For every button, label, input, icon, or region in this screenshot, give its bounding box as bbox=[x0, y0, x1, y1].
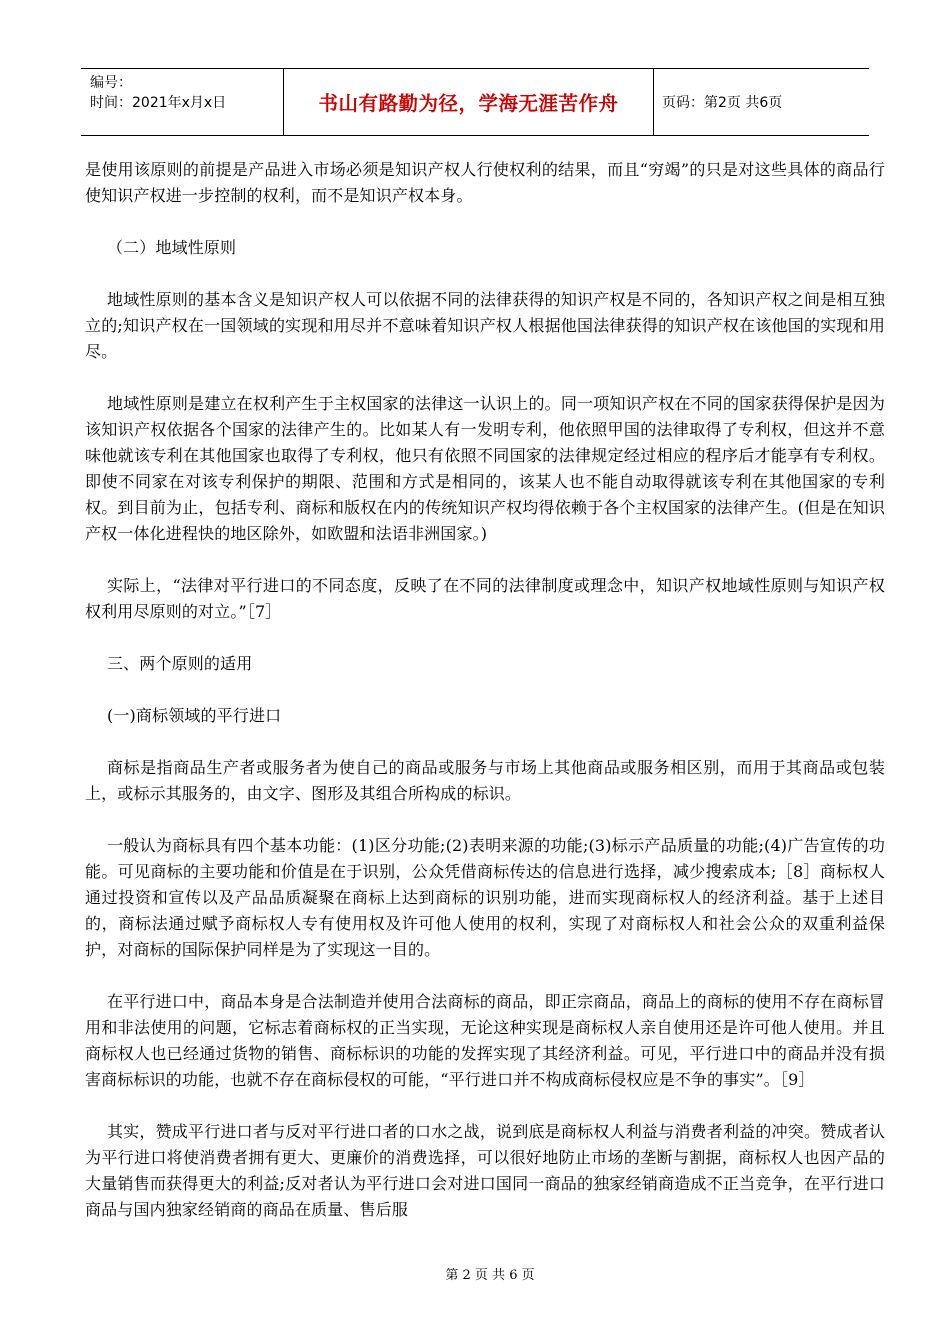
header-motto-cell bbox=[284, 69, 654, 135]
code-label: 编号： bbox=[90, 75, 132, 91]
section-heading: (一)商标领域的平行进口 bbox=[107, 706, 282, 725]
section-heading: （二）地域性原则 bbox=[107, 238, 237, 257]
motto-text: 书山有路勤为径，学海无涯苦作舟 bbox=[318, 92, 619, 115]
section-heading: 三、两个原则的适用 bbox=[107, 654, 253, 673]
page-footer: 第 2 页 共 6 页 bbox=[445, 1268, 535, 1283]
paragraph: 商标是指商品生产者或服务者为使自己的商品或服务与市场上其他商品或服务相区别，而用于其商品或包装上，或标示其服务的，由文字、图形及其组合所构成的标识。 bbox=[85, 758, 885, 803]
paragraph: 地域性原则的基本含义是知识产权人可以依据不同的法律获得的知识产权是不同的，各知识产权之间是相互独立的;知识产权在一国领域的实现和用尽并不意味着知识产权人根据他国法律获得的知识产权在该他国的实现和用尽。 bbox=[85, 290, 885, 361]
date-label: 时间：2021年x月x日 bbox=[90, 95, 227, 111]
paragraph: 实际上，“法律对平行进口的不同态度，反映了在不同的法律制度或理念中，知识产权地域性原则与知识产权权利用尽原则的对立。”［7］ bbox=[85, 576, 885, 621]
header-info-cell bbox=[81, 69, 284, 135]
paragraph: 其实，赞成平行进口者与反对平行进口者的口水之战，说到底是商标权人利益与消费者利益的冲突。赞成者认为平行进口将使消费者拥有更大、更廉价的消费选择，可以很好地防止市场的垄断与割据，商标权人也因产品的大量销售而获得更大的利益;反对者认为平行进口会对进口国同一商品的独家经销商造成不正当竞争，在平行进口商品与国内独家经销商的商品在质量、售后服 bbox=[85, 1122, 885, 1219]
paragraph: 地域性原则是建立在权利产生于主权国家的法律这一认识上的。同一项知识产权在不同的国家获得保护是因为该知识产权依据各个国家的法律产生的。比如某人有一发明专利，他依照甲国的法律取得了专利权，但这并不意味他就该专利在其他国家也取得了专利权，他只有依照不同国家的法律规定经过相应的程序后才能享有专利权。即使不同家在对该专利保护的期限、范围和方式是相同的，该某人也不能自动取得就该专利在其他国家的专利权。到目前为止，包括专利、商标和版权在内的传统知识产权均得依赖于各个主权国家的法律产生。(但是在知识产权一体化进程快的地区除外，如欧盟和法语非洲国家。) bbox=[85, 394, 885, 543]
header-page-cell bbox=[654, 69, 869, 135]
document-body bbox=[85, 157, 885, 1249]
page-label: 页码：第2页 共6页 bbox=[662, 95, 783, 111]
paragraph: 一般认为商标具有四个基本功能：(1)区分功能;(2)表明来源的功能;(3)标示产品质量的功能;(4)广告宣传的功能。可见商标的主要功能和价值是在于识别，公众凭借商标传达的信息进行选择，减少搜索成本;［8］商标权人通过投资和宣传以及产品品质凝聚在商标上达到商标的识别功能，进而实现商标权人的经济利益。基于上述目的，商标法通过赋予商标权人专有使用权及许可他人使用的权利，实现了对商标权人和社会公众的双重利益保护，对商标的国际保护同样是为了实现这一目的。 bbox=[85, 836, 885, 959]
document-header bbox=[81, 68, 869, 136]
paragraph: 在平行进口中，商品本身是合法制造并使用合法商标的商品，即正宗商品，商品上的商标的使用不存在商标冒用和非法使用的问题，它标志着商标权的正当实现，无论这种实现是商标权人亲自使用还是许可他人使用。并且商标权人也已经通过货物的销售、商标标识的功能的发挥实现了其经济利益。可见，平行进口中的商品并没有损害商标标识的功能，也就不存在商标侵权的可能，“平行进口并不构成商标侵权应是不争的事实”。［9］ bbox=[85, 992, 885, 1089]
paragraph: 是使用该原则的前提是产品进入市场必须是知识产权人行使权利的结果，而且“穷竭”的只是对这些具体的商品行使知识产权进一步控制的权利，而不是知识产权本身。 bbox=[85, 160, 885, 205]
